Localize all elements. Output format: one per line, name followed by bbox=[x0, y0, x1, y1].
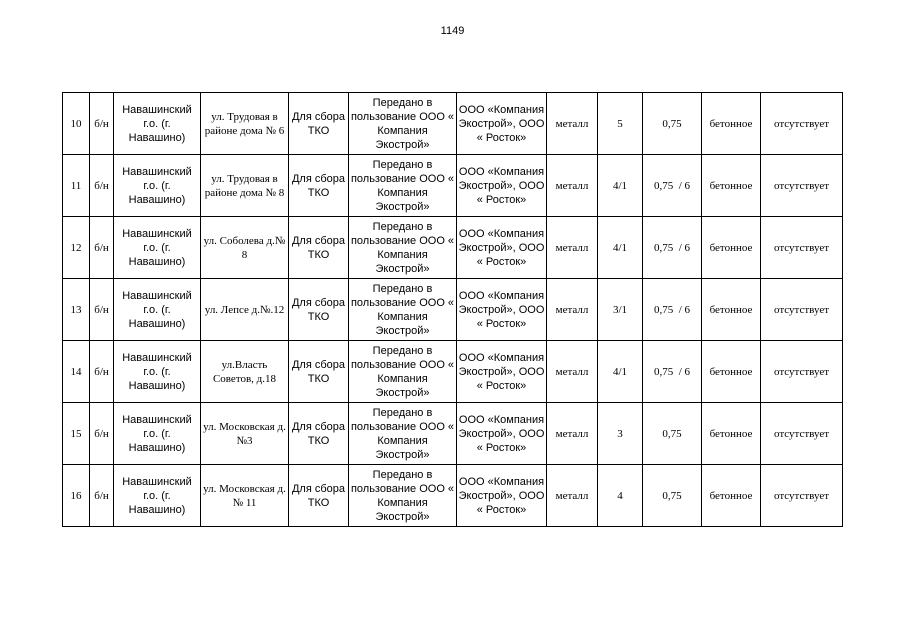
cell-purpose: Для сбора ТКО bbox=[289, 155, 349, 217]
cell-district: Навашинский г.о. (г. Навашино) bbox=[114, 279, 201, 341]
cell-purpose: Для сбора ТКО bbox=[289, 465, 349, 527]
cell-ownership-status: Передано в пользование ООО « Компания Экострой» bbox=[349, 341, 457, 403]
cell-ownership-status: Передано в пользование ООО « Компания Экострой» bbox=[349, 93, 457, 155]
cell-container-volume: 0,75 / 6 bbox=[643, 217, 702, 279]
cell-purpose: Для сбора ТКО bbox=[289, 403, 349, 465]
cell-surface-type: бетонное bbox=[702, 93, 761, 155]
cell-registry-number: б/н bbox=[90, 465, 114, 527]
cell-number: 12 bbox=[63, 217, 90, 279]
cell-surface-type: бетонное bbox=[702, 217, 761, 279]
cell-surface-type: бетонное bbox=[702, 403, 761, 465]
cell-container-material: металл bbox=[547, 93, 598, 155]
cell-purpose: Для сбора ТКО bbox=[289, 217, 349, 279]
table-row bbox=[63, 465, 843, 527]
cell-district: Навашинский г.о. (г. Навашино) bbox=[114, 217, 201, 279]
cell-district: Навашинский г.о. (г. Навашино) bbox=[114, 465, 201, 527]
cell-operator: ООО «Компания Экострой», ООО « Росток» bbox=[457, 217, 547, 279]
cell-number: 16 bbox=[63, 465, 90, 527]
cell-container-count: 4/1 bbox=[598, 155, 643, 217]
cell-registry-number: б/н bbox=[90, 403, 114, 465]
cell-fence: отсутствует bbox=[761, 217, 843, 279]
cell-operator: ООО «Компания Экострой», ООО « Росток» bbox=[457, 465, 547, 527]
cell-ownership-status: Передано в пользование ООО « Компания Экострой» bbox=[349, 465, 457, 527]
cell-surface-type: бетонное bbox=[702, 341, 761, 403]
cell-container-count: 3/1 bbox=[598, 279, 643, 341]
cell-number: 10 bbox=[63, 93, 90, 155]
table-row bbox=[63, 403, 843, 465]
table-body bbox=[63, 93, 843, 527]
cell-operator: ООО «Компания Экострой», ООО « Росток» bbox=[457, 279, 547, 341]
cell-fence: отсутствует bbox=[761, 465, 843, 527]
cell-fence: отсутствует bbox=[761, 403, 843, 465]
cell-address: ул. Московская д. № 11 bbox=[201, 465, 289, 527]
cell-address: ул. Лепсе д.№.12 bbox=[201, 279, 289, 341]
cell-fence: отсутствует bbox=[761, 155, 843, 217]
cell-number: 14 bbox=[63, 341, 90, 403]
cell-container-material: металл bbox=[547, 279, 598, 341]
cell-address: ул. Соболева д.№ 8 bbox=[201, 217, 289, 279]
cell-registry-number: б/н bbox=[90, 279, 114, 341]
cell-container-count: 3 bbox=[598, 403, 643, 465]
cell-operator: ООО «Компания Экострой», ООО « Росток» bbox=[457, 341, 547, 403]
cell-registry-number: б/н bbox=[90, 341, 114, 403]
cell-purpose: Для сбора ТКО bbox=[289, 341, 349, 403]
cell-number: 15 bbox=[63, 403, 90, 465]
cell-fence: отсутствует bbox=[761, 279, 843, 341]
cell-district: Навашинский г.о. (г. Навашино) bbox=[114, 93, 201, 155]
table-row bbox=[63, 341, 843, 403]
cell-operator: ООО «Компания Экострой», ООО « Росток» bbox=[457, 403, 547, 465]
cell-district: Навашинский г.о. (г. Навашино) bbox=[114, 341, 201, 403]
cell-registry-number: б/н bbox=[90, 217, 114, 279]
cell-container-material: металл bbox=[547, 155, 598, 217]
cell-address: ул. Московская д. №3 bbox=[201, 403, 289, 465]
cell-surface-type: бетонное bbox=[702, 465, 761, 527]
page-number: 1149 bbox=[440, 25, 465, 37]
cell-container-material: металл bbox=[547, 217, 598, 279]
cell-container-count: 4/1 bbox=[598, 217, 643, 279]
cell-ownership-status: Передано в пользование ООО « Компания Экострой» bbox=[349, 403, 457, 465]
cell-purpose: Для сбора ТКО bbox=[289, 279, 349, 341]
cell-container-volume: 0,75 / 6 bbox=[643, 341, 702, 403]
cell-container-volume: 0,75 / 6 bbox=[643, 155, 702, 217]
cell-ownership-status: Передано в пользование ООО « Компания Экострой» bbox=[349, 217, 457, 279]
cell-operator: ООО «Компания Экострой», ООО « Росток» bbox=[457, 155, 547, 217]
cell-purpose: Для сбора ТКО bbox=[289, 93, 349, 155]
cell-container-volume: 0,75 bbox=[643, 403, 702, 465]
cell-container-count: 4 bbox=[598, 465, 643, 527]
cell-registry-number: б/н bbox=[90, 93, 114, 155]
table-row bbox=[63, 93, 843, 155]
cell-container-material: металл bbox=[547, 341, 598, 403]
cell-address: ул. Трудовая в районе дома № 6 bbox=[201, 93, 289, 155]
cell-number: 11 bbox=[63, 155, 90, 217]
cell-ownership-status: Передано в пользование ООО « Компания Экострой» bbox=[349, 279, 457, 341]
cell-registry-number: б/н bbox=[90, 155, 114, 217]
cell-container-volume: 0,75 bbox=[643, 465, 702, 527]
cell-operator: ООО «Компания Экострой», ООО « Росток» bbox=[457, 93, 547, 155]
cell-ownership-status: Передано в пользование ООО « Компания Экострой» bbox=[349, 155, 457, 217]
cell-number: 13 bbox=[63, 279, 90, 341]
cell-container-material: металл bbox=[547, 465, 598, 527]
cell-surface-type: бетонное bbox=[702, 155, 761, 217]
cell-container-count: 4/1 bbox=[598, 341, 643, 403]
cell-container-count: 5 bbox=[598, 93, 643, 155]
cell-address: ул.Власть Советов, д.18 bbox=[201, 341, 289, 403]
waste-site-table bbox=[62, 92, 843, 527]
cell-container-material: металл bbox=[547, 403, 598, 465]
cell-container-volume: 0,75 bbox=[643, 93, 702, 155]
cell-fence: отсутствует bbox=[761, 93, 843, 155]
cell-district: Навашинский г.о. (г. Навашино) bbox=[114, 403, 201, 465]
cell-surface-type: бетонное bbox=[702, 279, 761, 341]
cell-district: Навашинский г.о. (г. Навашино) bbox=[114, 155, 201, 217]
table-row bbox=[63, 279, 843, 341]
cell-fence: отсутствует bbox=[761, 341, 843, 403]
cell-container-volume: 0,75 / 6 bbox=[643, 279, 702, 341]
cell-address: ул. Трудовая в районе дома № 8 bbox=[201, 155, 289, 217]
table-row bbox=[63, 217, 843, 279]
table-row bbox=[63, 155, 843, 217]
